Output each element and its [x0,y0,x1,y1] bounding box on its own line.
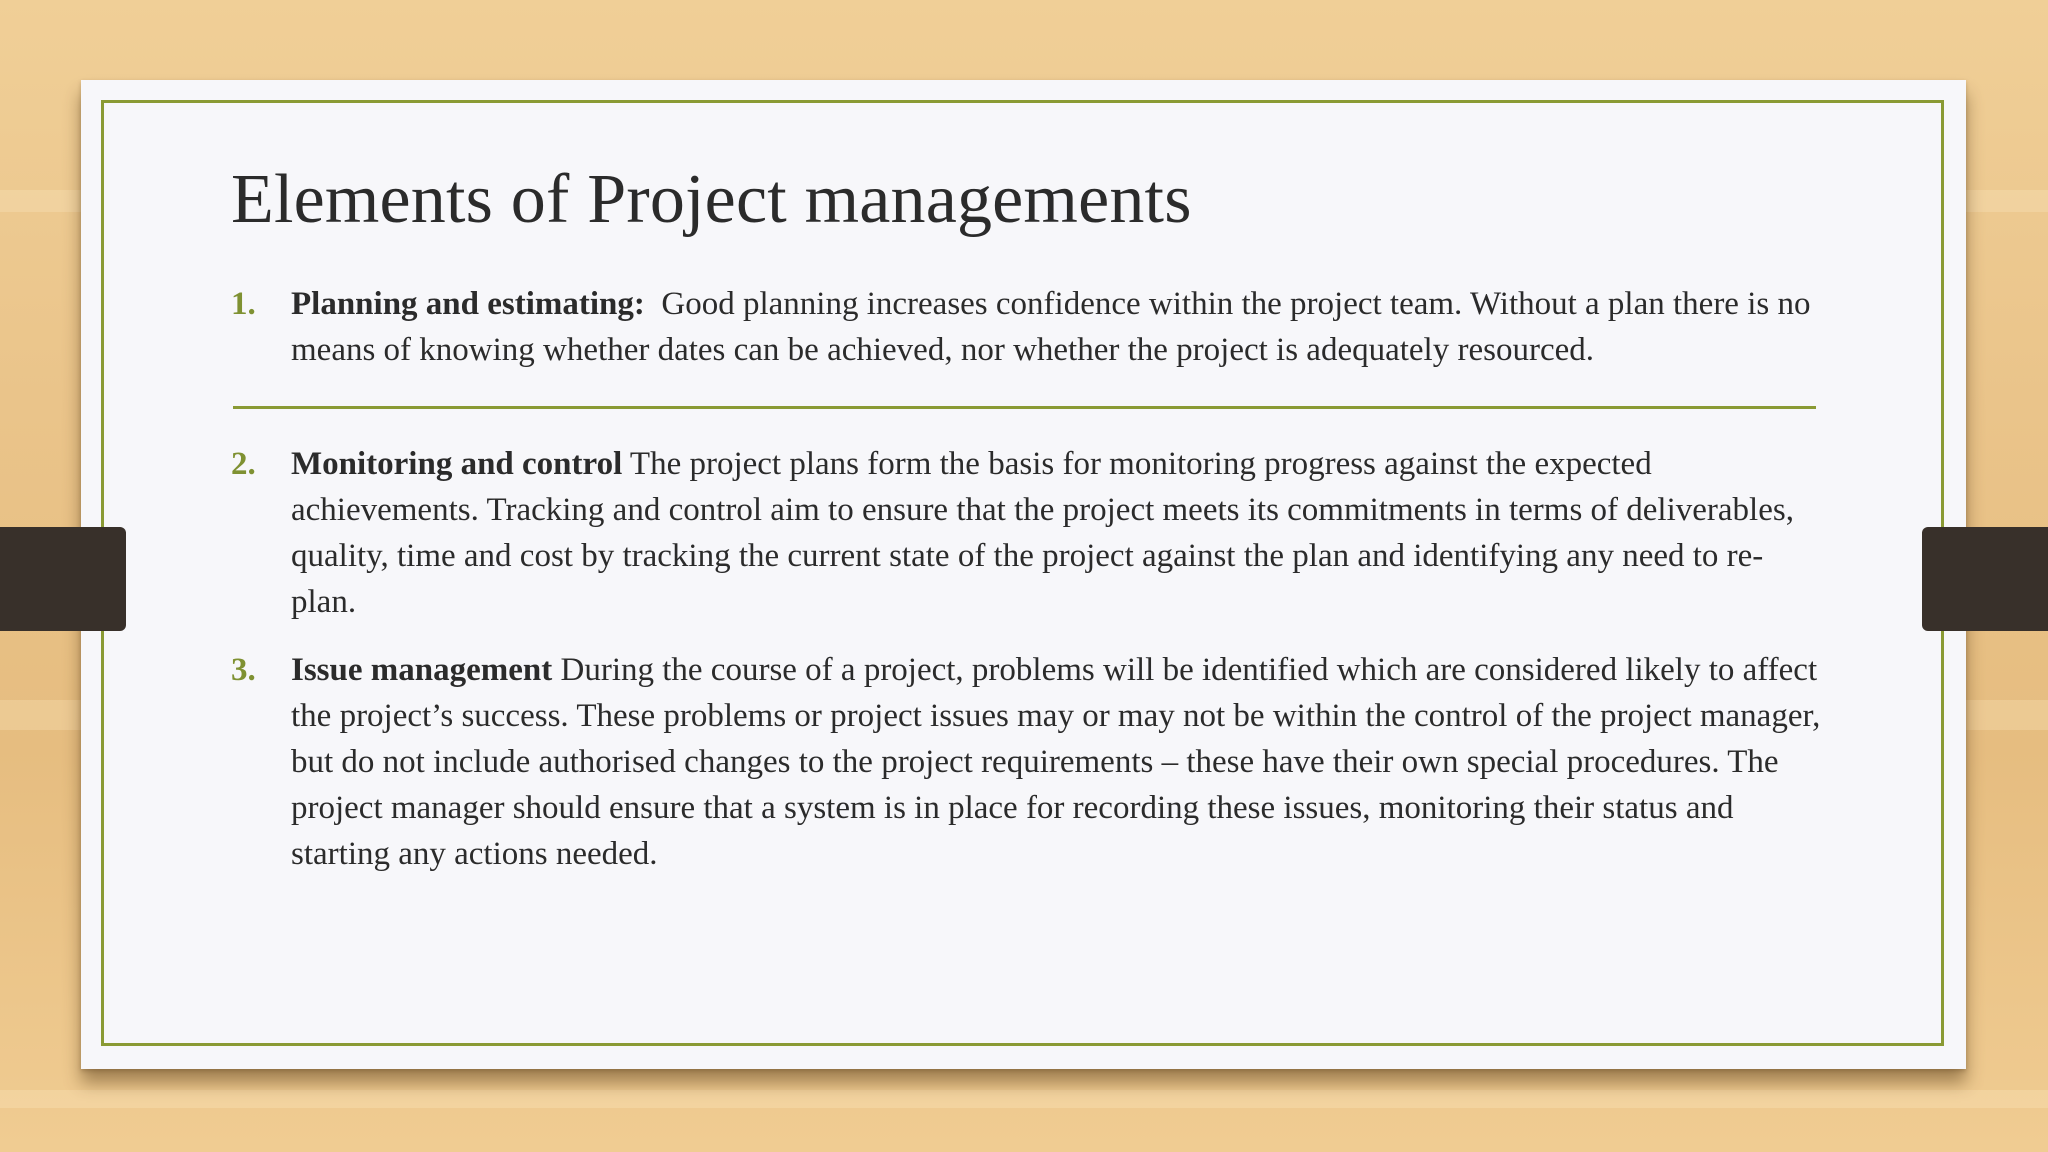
list-item-issue-management [231,647,1821,877]
wood-grain [0,1090,2048,1108]
item-number: 1. [231,286,256,322]
list-item-monitoring [231,441,1821,625]
item-heading: Issue management [291,652,553,688]
item-body [291,647,1821,877]
item-number: 3. [231,652,256,688]
item-heading: Planning and estimating: [291,286,645,322]
left-binder-clip [0,527,126,631]
slide-title: Elements of Project managements [231,161,1192,238]
item-text: The project plans form the basis for monitoring progress against the expected achievements. Tracking and control aim to ensure that the project meets its commitments in terms of deliverables, quality, time and cost by tracking the current state of the project against the plan and identifying any need to re-plan. [291,446,1794,620]
item-text: Good planning increases confidence within the project team. Without a plan there is no means of knowing whether dates can be achieved, nor whether the project is adequately resourced. [291,286,1811,368]
list-item-planning [231,281,1821,373]
item-body [291,441,1821,625]
item-number: 2. [231,446,256,482]
item-heading: Monitoring and control [291,446,623,482]
item-body [291,281,1821,373]
title-divider [233,406,1816,409]
item-text: During the course of a project, problems will be identified which are considered likely to affect the project’s success. These problems or project issues may or may not be within the control of the project manager, but do not include authorised changes to the project requirements – these have their own special procedures. The project manager should ensure that a system is in place for recording these issues, monitoring their status and starting any actions needed. [291,652,1821,872]
right-binder-clip [1922,527,2048,631]
